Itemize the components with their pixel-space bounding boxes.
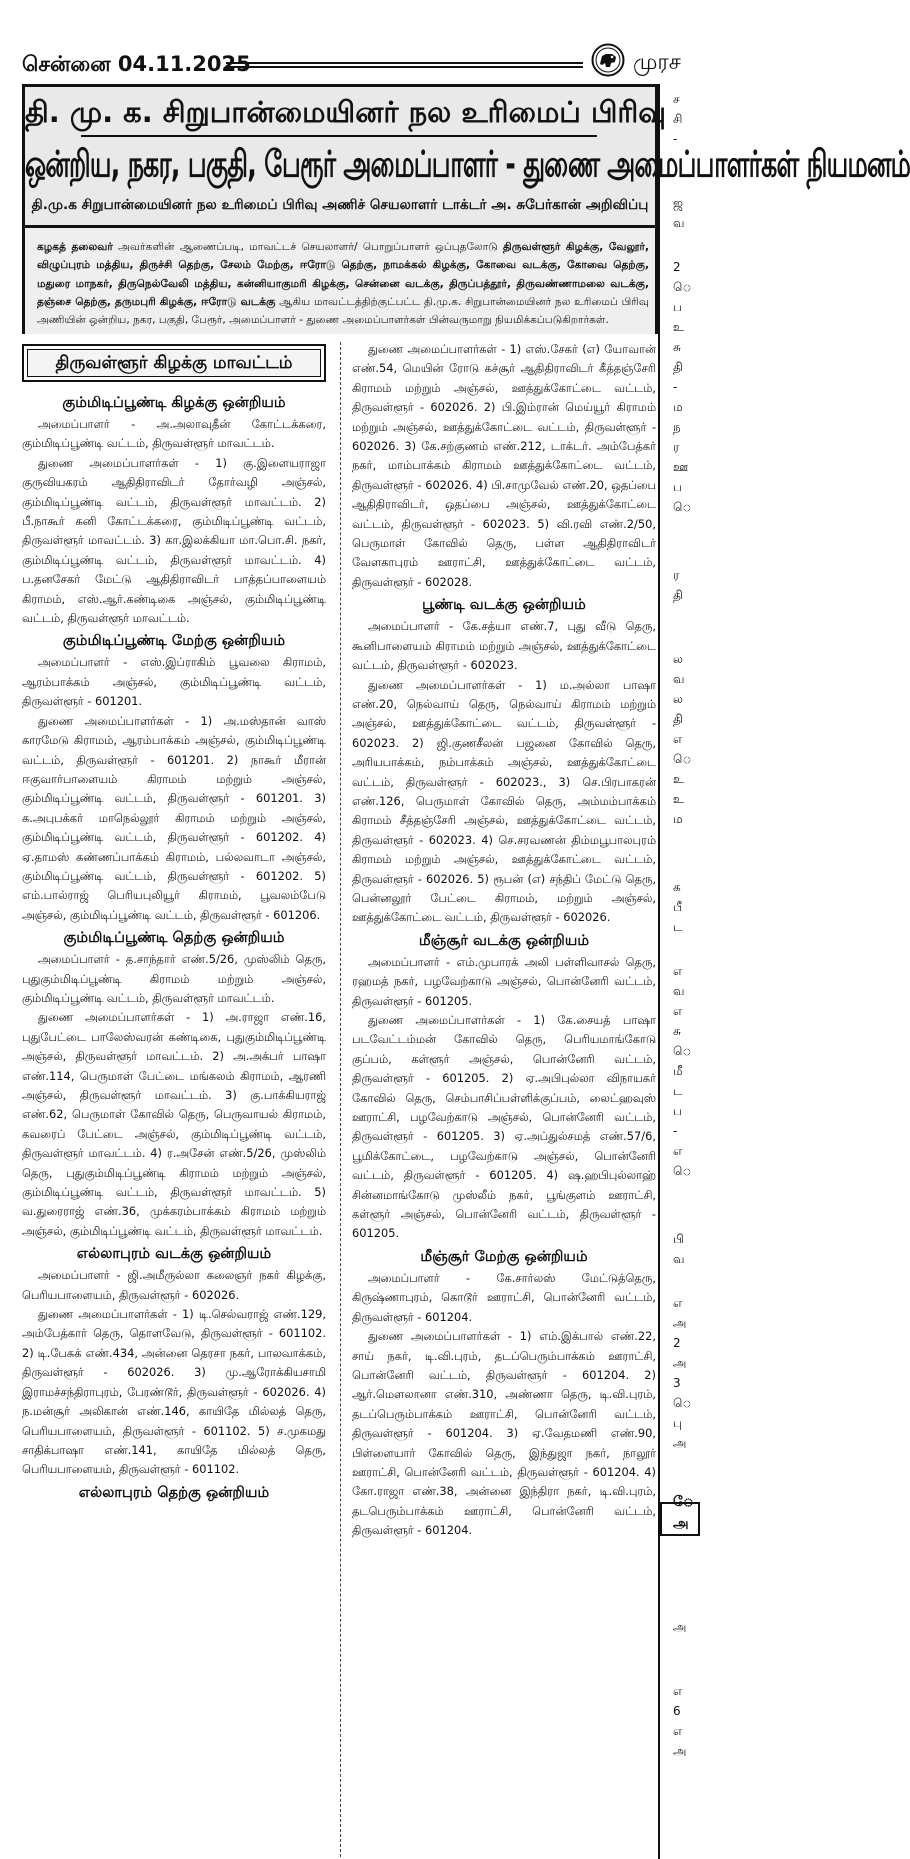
column-divider: [340, 342, 341, 1857]
fragment-char: ல: [673, 652, 683, 666]
masthead: [0, 0, 800, 84]
fragment-char: உ: [673, 320, 684, 334]
deputy-organisers-paragraph: துணை அமைப்பாளர்கள் - 1) அ.மஸ்தான் வாஸ் காரமேடு கிராமம், ஆரம்பாக்கம் அஞ்சல், கும்மிடிப்பூண்டி வட்டம், திருவள்ளூர் - 601201. 2) நாகூர் மீரான் ஈகுவார்பாளையம் கிராமம் மற்றும் அஞ்சல், கும்மிடிப்பூண்டி வட்டம், திருவள்ளூர் - 601201. 3) க.அபுபக்கர் மாநெல்லூர் கிராமம் மற்றும் அஞ்சல், கும்மிடிப்பூண்டி வட்டம், திருவள்ளூர் - 601202. 4) ஏ.தாமஸ் கண்ணப்பாக்கம் கிராமம், பல்லவாடா அஞ்சல், கும்மிடிப்பூண்டி வட்டம், திருவள்ளூர் - 601202. 5) எம்.பால்ராஜ் பெரியபுலியூர் கிராமம், பூவலம்பேடு அஞ்சல், கும்மிடிப்பூண்டி வட்டம், திருவள்ளூர் - 601206.: [22, 713, 326, 922]
fragment-char: ர: [673, 440, 680, 454]
fragment-char: ப: [673, 300, 682, 314]
fragment-char: எ: [673, 1724, 683, 1738]
fragment-char: பு: [673, 1416, 682, 1430]
fragment-char: ப: [673, 1104, 682, 1118]
section-heading: எல்லாபுரம் வடக்கு ஒன்றியம்: [76, 1245, 272, 1263]
fragment-char: ம: [673, 400, 683, 414]
section-heading: பூண்டி வடக்கு ஒன்றியம்: [422, 596, 586, 614]
fragment-char: -: [673, 1124, 678, 1138]
organiser-paragraph: அமைப்பாளர் - எம்.முபாரக் அலி பள்ளிவாசல் தெரு, ரஹமத் நகர், பழவேற்காடு அஞ்சல், பொன்னேரி வட்டம், திருவள்ளூர் - 601205.: [352, 954, 656, 1008]
deputy-organisers-paragraph: துணை அமைப்பாளர்கள் - 1) எம்.இக்பால் எண்.22, சாய் நகர், டி.வி.புரம், தடப்பெரும்பாக்கம் ஊராட்சி, பொன்னேரி வட்டம், திருவள்ளூர் - 601204. 2) ஆர்.மௌலானா எண்.310, அண்ணா தெரு, டி.வி.புரம், தடப்பெரும்பாக்கம் ஊராட்சி, பொன்னேரி வட்டம், திருவள்ளூர் - 601204. 3) ஏ.வேதமணி எண்.90, பிள்ளையார் கோவில் தெரு, இந்துஜா நகர், நாலூர் ஊராட்சி, பொன்னேரி வட்டம், திருவள்ளூர் - 601204. 4) கோ.ராஜா எண்.38, அன்னை இந்திரா நகர், டி.வி.புரம், தடபெரும்பாக்கம் ஊராட்சி, பொன்னேரி வட்டம், திருவள்ளூர் - 601204.: [352, 1329, 656, 1538]
fragment-char: வ: [673, 984, 685, 998]
fragment-char: தி: [673, 588, 683, 602]
intro-paragraph: [22, 228, 658, 334]
fragment-char: ல: [673, 692, 683, 706]
fragment-char: எ: [673, 1296, 683, 1310]
deputy-organisers-paragraph: துணை அமைப்பாளர்கள் - 1) அ.ராஜா எண்.16, புதுபேட்டை பாலேஸ்வரன் கண்டிகை, புதுகும்மிடிப்பூண்டி அஞ்சல், திருவள்ளூர் மாவட்டம். 2) அ.அக்பர் பாஷா எண்.114, பெருமாள் பேட்டை மங்கலம் கிராமம், ஆரணி அஞ்சல், திருவள்ளூர் மாவட்டம். 3) கு.பாக்கியராஜ் எண்.62, பெருமாள் கோவில் தெரு, பெருவாயல் கிராமம், கவரைப் பேட்டை அஞ்சல், கும்மிடிப்பூண்டி வட்டம், திருவள்ளூர் மாவட்டம். 4) ர.அசேன் எண்.5/26, முஸ்லிம் தெரு, புதுகும்மிடிப்பூண்டி கிராமம் மற்றும் அஞ்சல், கும்மிடிப்பூண்டி வட்டம், திருவள்ளூர் மாவட்டம். 5) வ.துரைராஜ் எண்.36, முக்கரம்பாக்கம் கிராமம் மற்றும் அஞ்சல், கும்மிடிப்பூண்டி வட்டம், திருவள்ளூர் மாவட்டம்.: [22, 1010, 326, 1238]
fragment-char: உ: [673, 792, 684, 806]
fragment-char: -: [673, 380, 678, 394]
organiser-paragraph: அமைப்பாளர் - கே.சார்லஸ் மேட்டுத்தெரு, கிருஷ்ணாபுரம், கொடூர் ஊராட்சி, பொன்னேரி வட்டம், திருவள்ளூர் - 601204.: [352, 1270, 656, 1324]
fragment-char: ெ: [673, 500, 692, 514]
fragment-char: ஊ: [673, 460, 689, 474]
fragment-char: 2: [673, 260, 681, 274]
fragment-char: அ: [673, 1436, 687, 1450]
fragment-char: எ: [673, 1144, 683, 1158]
section-heading: மீஞ்சூர் வடக்கு ஒன்றியம்: [418, 931, 590, 949]
fragment-char: வ: [673, 672, 685, 686]
section-heading: கும்மிடிப்பூண்டி தெற்கு ஒன்றியம்: [63, 929, 285, 947]
fragment-char: 2: [673, 1336, 681, 1350]
fragment-char: ட: [673, 920, 683, 934]
fragment-char: வ: [673, 1252, 685, 1266]
section-heading: கும்மிடிப்பூண்டி மேற்கு ஒன்றியம்: [62, 632, 286, 650]
deputy-organisers-paragraph: துணை அமைப்பாளர்கள் - 1) ம.அல்லா பாஷா எண்.20, நெல்வாய் தெரு, நெல்வாய் கிராமம் மற்றும் அஞ்சல், ஊத்துக்கோட்டை வட்டம், திருவள்ளூர் - 602023. 2) ஜி.குணசீலன் பஜனை கோவில் தெரு, அரியபாக்கம், நம்பாக்கம் அஞ்சல், ஊத்துக்கோட்டை வட்டம், திருவள்ளூர் - 602023., 3) செ.பிரபாகரன் எண்.126, பெருமாள் கோவில் தெரு, அம்மம்பாக்கம் கிராமம் சீத்தஞ்சேரி அஞ்சல், ஊத்துக்கோட்டை வட்டம், திருவள்ளூர் - 602023. 4) செ.சரவணன் திம்மபூபாலபுரம் கிராமம் மற்றும் அஞ்சல், ஊத்துக்கோட்டை வட்டம், திருவள்ளூர் - 602026. 5) ரூபன் (எ) சந்திப் மேட்டு தெரு, பென்னலூர் பேட்டை கிராமம், மற்றும் அஞ்சல், ஊத்துக்கோட்டை வட்டம், திருவள்ளூர் - 602026.: [352, 677, 656, 925]
fragment-char: அ: [673, 1620, 687, 1634]
fragment-char: ெ: [673, 280, 692, 294]
fragment-char: ச: [673, 92, 680, 106]
headline-underline: [81, 135, 597, 137]
intro-text-1: அவர்களின் ஆணைப்படி, மாவட்டச் செயலாளர்/ பொறுப்பாளர் ஒப்புதலோடு: [112, 241, 504, 253]
fragment-char: ப: [673, 480, 682, 494]
fragment-char: மீ: [673, 1064, 683, 1078]
district-heading-box: [22, 344, 326, 382]
right-column: [352, 340, 656, 1541]
headline-announcer: தி.மு.க சிறுபான்மையினர் நல உரிமைப் பிரிவு அணிச் செயலாளர் டாக்டர் அ. சுபேர்கான் அறிவிப்பு: [31, 197, 649, 213]
fragment-char: பி: [673, 1232, 684, 1246]
fragment-char: தி: [673, 712, 683, 726]
fragment-char: எ: [673, 1004, 683, 1018]
fragment-char: தி: [673, 360, 683, 374]
fragment-char: ெ: [673, 752, 692, 766]
left-column: [22, 340, 326, 1505]
headline-subtitle: ஒன்றிய, நகர, பகுதி, பேரூர் அமைப்பாளர் - துணை அமைப்பாளர்கள் நியமனம்: [25, 143, 910, 186]
intro-lead: கழகத் தலைவர்: [37, 241, 113, 253]
deputy-organisers-paragraph: துணை அமைப்பாளர்கள் - 1) எஸ்.சேகர் (எ) யோவான் எண்.54, மெயின் ரோடு கச்சூர் ஆதிதிராவிடர் கீத்தஞ்சேரி கிராமம் மற்றும் அஞ்சல், ஊத்துக்கோட்டை வட்டம், திருவள்ளூர் - 602026. 2) பி.இம்ரான் மெய்யூர் கிராமம் மற்றும் அஞ்சல், ஊத்துக்கோட்டை வட்டம், திருவள்ளூர் - 602026. 3) கே.சற்குணம் எண்.212, டாக்டர். அம்பேத்கர் நகர், மாம்பாக்கம் கிராமம் ஊத்துக்கோட்டை வட்டம், திருவள்ளூர் - 602026. 4) பி.சாமுவேல் எண்.20, ஒதப்பை ஆதிதிராவிடர், ஒதப்பை அஞ்சல், ஊத்துக்கோட்டை வட்டம், திருவள்ளூர் - 602023. 5) வி.ரவி எண்.2/50, பெருமாள் கோவில் தெரு, பள்ள ஆதிதிராவிடர் வேளகாபுரம் ஊராட்சி, ஊத்துக்கோட்டை வட்டம், திருவள்ளூர் - 602028.: [352, 342, 656, 589]
fragment-char: 6: [673, 1704, 681, 1718]
fragment-char: அ: [673, 1356, 687, 1370]
fragment-char: 3: [673, 1376, 681, 1390]
newspaper-name: முரச: [633, 50, 681, 75]
intro-text-2: ஆகிய மாவட்டத்திற்குட்பட்ட தி.மு.க. சிறுபான்மையினர் நல உரிமைப் பிரிவு அணியின் ஒன்றிய, நகர, பகுதி, பேரூர், அமைப்பாளர் - துணை அமைப்பாளர்கள் பின்வருமாறு நியமிக்கப்படுகிறார்கள்.: [37, 295, 649, 327]
fragment-char: சி: [673, 112, 683, 126]
fragment-char: -: [673, 132, 678, 146]
fragment-char: ஜ: [673, 196, 684, 210]
organiser-paragraph: அமைப்பாளர் - கே.சத்யா எண்.7, புது வீடு தெரு, கூனிபாளையம் கிராமம் மற்றும் அஞ்சல், ஊத்துக்கோட்டை வட்டம், திருவள்ளூர் - 602023.: [352, 619, 656, 673]
fragment-char: ம: [673, 812, 683, 826]
fragment-char: உ: [673, 772, 684, 786]
fragment-char: அ: [673, 1516, 689, 1532]
fragment-char: அ: [673, 1316, 687, 1330]
fragment-char: ெ: [673, 1044, 692, 1058]
fragment-char: ே: [673, 1494, 694, 1510]
fragment-char: ெ: [673, 1396, 692, 1410]
headline-box: [22, 84, 910, 228]
section-heading: கும்மிடிப்பூண்டி கிழக்கு ஒன்றியம்: [62, 394, 286, 411]
section-heading: எல்லாபுரம் தெற்கு ஒன்றியம்: [78, 1483, 270, 1501]
deputy-organisers-paragraph: துணை அமைப்பாளர்கள் - 1) டி.செல்வராஜ் எண்.129, அம்பேத்கார் தெரு, தொளவேடு, திருவள்ளூர் - 601102. 2) டி.பேசுக் எண்.434, அன்னை தெரசா நகர், பாலவாக்கம், திருவள்ளூர் - 602026. 3) மு.ஆரோக்கியசாமி இராமச்சந்திராபுரம், பேரண்டூர், திருவள்ளூர் - 602026. 4) ந.மன்சூர் அலிகான் எண்.146, காயிதே மில்லத் தெரு, பெரியபாளையம், திருவள்ளூர் - 601102. 5) ச.முகமது சாதிக்பாஷா எண்.141, காயிதே மில்லத் தெரு, பெரியபாளையம், திருவள்ளூர் - 601102.: [22, 1307, 326, 1477]
fragment-char: க: [673, 880, 681, 894]
organiser-paragraph: அமைப்பாளர் - ஜி.அமீருல்லா கலைஞர் நகர் கிழக்கு, பெரியபாளையம், திருவள்ளூர் - 602026.: [22, 1268, 326, 1302]
masthead-rule: [226, 62, 583, 68]
fragment-char: ெ: [673, 1164, 692, 1178]
masthead-date: சென்னை 04.11.2025: [22, 52, 251, 76]
section-heading: மீஞ்சூர் மேற்கு ஒன்றியம்: [420, 1247, 588, 1265]
district-heading: திருவள்ளூர் கிழக்கு மாவட்டம்: [27, 349, 321, 377]
fragment-char: எ: [673, 964, 683, 978]
fragment-char: ர: [673, 568, 680, 582]
headline-title: தி. மு. க. சிறுபான்மையினர் நல உரிமைப் பிரிவு: [25, 95, 667, 129]
page-right-border: [658, 84, 660, 1859]
fragment-char: ந: [673, 420, 681, 434]
deputy-organisers-paragraph: துணை அமைப்பாளர்கள் - 1) கே.சையத் பாஷா படவேட்டம்மன் கோவில் தெரு, பெரியமாங்கோடு குப்பம், கள்ளூர் அஞ்சல், பொன்னேரி வட்டம், திருவள்ளூர் - 601205. 2) ஏ.அபிபுல்லா விநாயகர் கோவில் தெரு, செம்பாசிப்பள்ளிக்குப்பம், லைட்ஹவுஸ் ஊராட்சி, பழவேற்காடு அஞ்சல், பொன்னேரி வட்டம், திருவள்ளூர் - 601205. 3) ஏ.அப்துல்சமத் எண்.57/6, பூமிக்கோட்டை, பழவேற்காடு அஞ்சல், பொன்னேரி வட்டம், திருவள்ளூர் - 601205. 4) ஷ.ஹபிபுல்லாஹ் சின்னமாங்கோடு முஸ்லீம் நகர், பூங்குளம் ஊராட்சி, கள்ளூர் அஞ்சல், பொன்னேரி வட்டம், திருவள்ளூர் - 601205.: [352, 1013, 656, 1241]
adjacent-heading-box: [660, 1502, 700, 1536]
organiser-paragraph: அமைப்பாளர் - அ.அலாவுதீன் கோட்டக்கரை, கும்மிடிப்பூண்டி வட்டம், திருவள்ளூர் மாவட்டம்.: [22, 417, 326, 451]
fragment-char: பீ: [673, 900, 682, 914]
intro-districts: திருவள்ளூர் கிழக்கு, வேலூர், விழுப்புரம் மத்திய, திருச்சி தெற்கு, சேலம் மேற்கு, ஈரோடு தெற்கு, நாமக்கல் கிழக்கு, கோவை வடக்கு, கோவை தெற்கு, மதுரை மாநகர், திருநெல்வேலி மத்திய, கன்னியாகுமரி கிழக்கு, சென்னை வடக்கு, திருப்பத்தூர், திருவண்ணாமலை வடக்கு, தஞ்சை தெற்கு, தருமபுரி கிழக்கு, ஈரோடு வடக்கு: [37, 241, 650, 308]
newspaper-emblem-icon: [591, 43, 625, 77]
organiser-paragraph: அமைப்பாளர் - த.சாந்தார் எண்.5/26, முஸ்லிம் தெரு, புதுகும்மிடிப்பூண்டி கிராமம் மற்றும் அஞ்சல், கும்மிடிப்பூண்டி வட்டம், திருவள்ளூர் மாவட்டம்.: [22, 952, 326, 1005]
adjacent-column-fragment: [663, 84, 800, 1859]
fragment-char: எ: [673, 732, 683, 746]
fragment-char: எ: [673, 1684, 683, 1698]
fragment-char: வ: [673, 216, 685, 230]
deputy-organisers-paragraph: துணை அமைப்பாளர்கள் - 1) கு.இளையராஜா குருவியகரம் ஆதிதிராவிடர் தோர்வழி அஞ்சல், கும்மிடிப்பூண்டி வட்டம், திருவள்ளூர் மாவட்டம். 2) பீ.நாகூர் கனி கோட்டக்கரை, கும்மிடிப்பூண்டி வட்டம், திருவள்ளூர் மாவட்டம். 3) கா.இலக்கியா மா.பொ.சி. நகர், கும்மிடிப்பூண்டி வட்டம், திருவள்ளூர் மாவட்டம். 4) ப.தனசேகர் மேட்டு ஆதிதிராவிடர் பாத்தப்பாளையம் கிராமம், எஸ்.ஆர்.கண்டிகை அஞ்சல், கும்மிடிப்பூண்டி வட்டம், திருவள்ளூர் மாவட்டம்.: [22, 455, 326, 626]
organiser-paragraph: அமைப்பாளர் - எஸ்.இப்ராகிம் பூவலை கிராமம், ஆரம்பாக்கம் அஞ்சல், கும்மிடிப்பூண்டி வட்டம், திருவள்ளூர் - 601201.: [22, 655, 326, 709]
fragment-char: சு: [673, 1024, 681, 1038]
fragment-char: ட: [673, 1084, 683, 1098]
fragment-char: சு: [673, 340, 681, 354]
fragment-char: அ: [673, 1744, 687, 1758]
